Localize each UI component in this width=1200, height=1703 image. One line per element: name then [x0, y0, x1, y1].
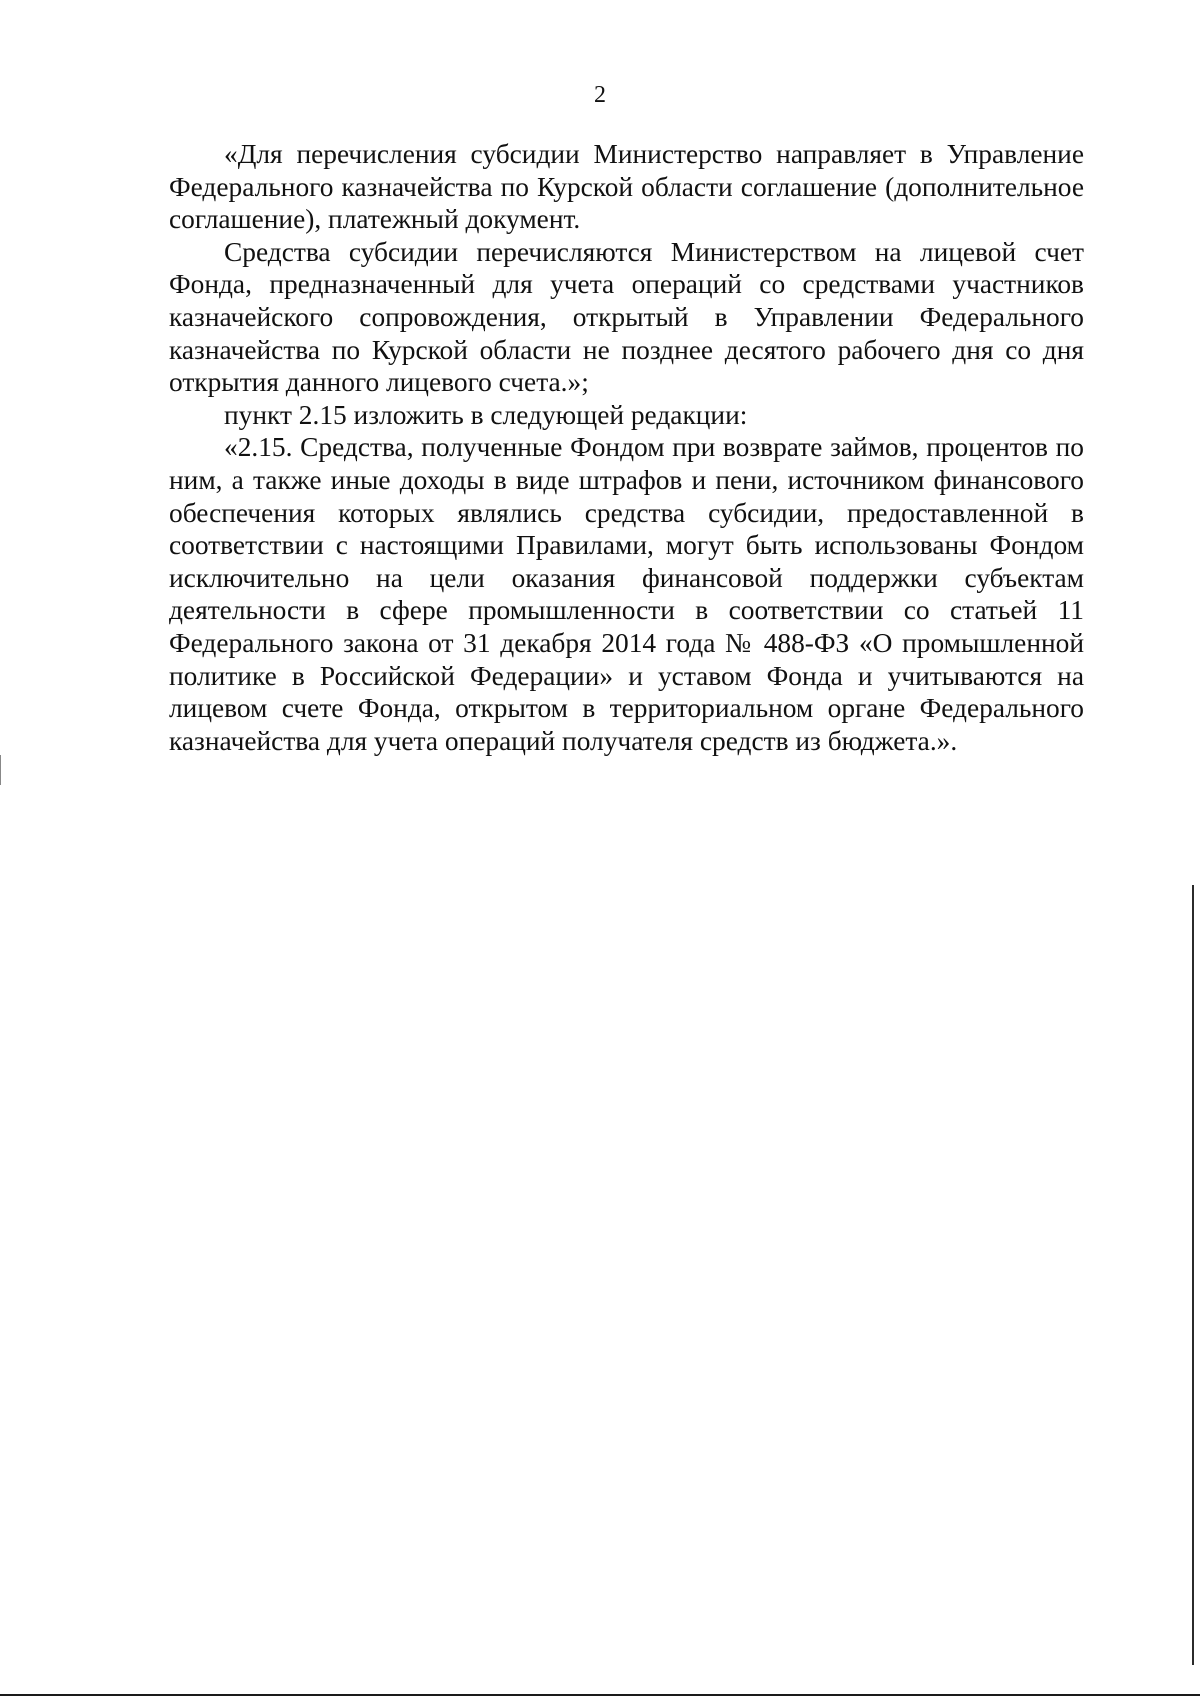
- scan-edge-left: [0, 755, 1, 785]
- paragraph-subsidy-funds: Средства субсидии перечисляются Министерством на лицевой счет Фонда, предназначенный для учета операций со средствами участников казначейского сопровождения, открытый в Управлении Федерального казначейства по Курской области не позднее десятого рабочего дня со дня открытия данного лицевого счета.»;: [169, 236, 1084, 398]
- paragraph-clause-intro: пункт 2.15 изложить в следующей редакции:: [224, 399, 748, 430]
- scan-edge-right: [1192, 885, 1194, 1665]
- page-number: 2: [594, 82, 606, 108]
- paragraph-subsidy-transfer: «Для перечисления субсидии Министерство направляет в Управление Федерального казначейства по Курской области соглашение (дополнительное соглашение), платежный документ.: [169, 139, 1084, 235]
- paragraph-clause-2-15: «2.15. Средства, полученные Фондом при возврате займов, процентов по ним, а также иные доходы в виде штрафов и пени, источником финансового обеспечения которых являлись средства субсидии, предоставленной в соответствии с настоящими Правилами, могут быть использованы Фондом исключительно на цели оказания финансовой поддержки субъектам деятельности в сфере промышленности в соответствии со статьей 11 Федерального закона от 31 декабря 2014 года № 488-ФЗ «О промышленной политике в Российской Федерации» и уставом Фонда и учитываются на лицевом счете Фонда, открытом в территориальном органе Федерального казначейства для учета операций получателя средств из бюджета.».: [169, 432, 1084, 756]
- scan-edge-bottom: [0, 1694, 1200, 1696]
- document-body: [169, 138, 1084, 757]
